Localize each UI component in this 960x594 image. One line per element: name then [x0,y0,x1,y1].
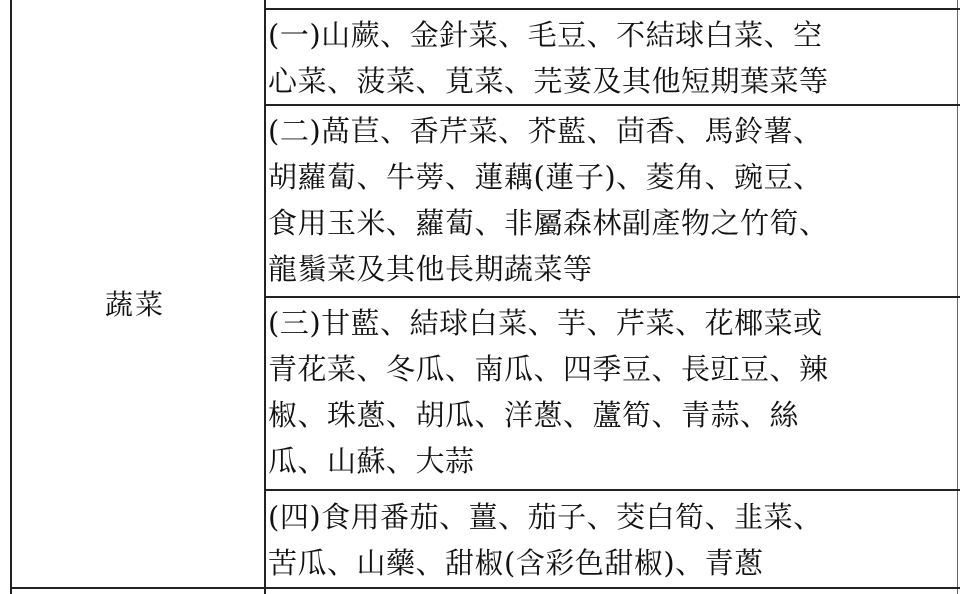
text-line: (四)食用番茄、薑、茄子、茭白筍、韭菜、 [268,500,823,534]
text-line: 食用玉米、蘿蔔、非屬森林副產物之竹筍、 [268,206,829,240]
row-divider-2 [264,104,960,106]
text-line: 心菜、菠菜、莧菜、芫荽及其他短期葉菜等 [268,64,829,98]
text-line: 瓜、山蘇、大蒜 [268,444,475,478]
bottom-border [10,587,960,589]
category-label: 蔬菜 [105,288,166,321]
row-divider-4 [264,489,960,491]
table-cell-group-2 [268,108,958,292]
row-divider-3 [264,296,960,298]
text-line: (二)萵苣、香芹菜、芥藍、茴香、馬鈴薯、 [268,114,823,148]
row-divider-1 [264,8,960,10]
text-line: (一)山蕨、金針菜、毛豆、不結球白菜、空 [268,18,823,52]
text-line: (三)甘藍、結球白菜、芋、芹菜、花椰菜或 [268,306,823,340]
text-line: 椒、珠蔥、胡瓜、洋蔥、蘆筍、青蒜、絲 [268,398,800,432]
table-cell-group-4 [268,494,958,586]
text-line: 苦瓜、山藥、甜椒(含彩色甜椒)、青蔥 [268,546,764,580]
text-line: 青花菜、冬瓜、南瓜、四季豆、長豇豆、辣 [268,352,829,386]
text-line: 胡蘿蔔、牛蒡、蓮藕(蓮子)、菱角、豌豆、 [268,160,823,194]
table-cell-group-1 [268,12,958,104]
left-border [10,0,12,594]
text-line: 龍鬚菜及其他長期蔬菜等 [268,252,593,286]
table-cell-group-3 [268,300,958,484]
